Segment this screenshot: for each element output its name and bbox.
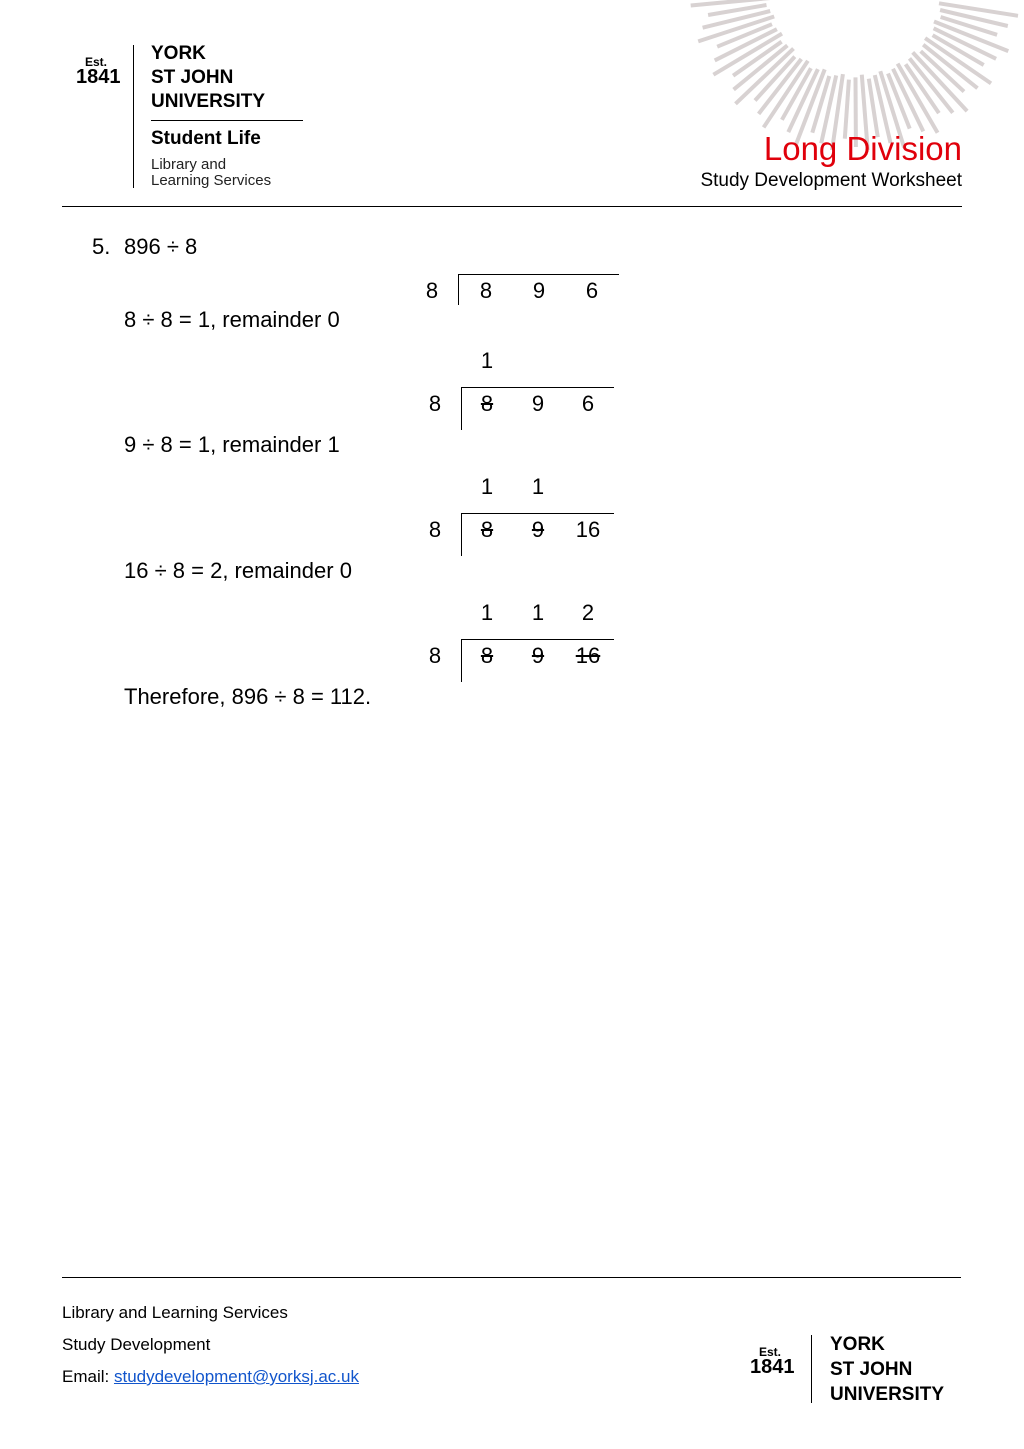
quotient-digit: 1 (531, 600, 545, 625)
dividend-digit: 16 (575, 517, 601, 542)
dividend-digit: 9 (531, 391, 545, 416)
page-title: Long Division (763, 130, 962, 167)
footer-line-2: Study Development (62, 1335, 211, 1354)
division-bar (458, 274, 619, 275)
dividend-digit-struck: 8 (480, 391, 494, 416)
dividend-digit-struck: 8 (480, 643, 494, 668)
footer-email-link[interactable]: studydevelopment@yorksj.ac.uk (113, 1367, 359, 1386)
footer-email-label: Email: (62, 1367, 114, 1386)
quotient-digit: 1 (480, 600, 494, 625)
logo-est: Est. (84, 55, 107, 69)
logo-name-line: YORK (151, 43, 206, 64)
step-text: 16 ÷ 8 = 2, remainder 0 (124, 558, 352, 583)
dividend-digit-struck: 8 (480, 517, 494, 542)
logo-year: 1841 (76, 66, 121, 88)
division-bracket (461, 387, 462, 430)
divisor: 8 (425, 278, 439, 303)
dividend-digit-struck: 16 (575, 643, 601, 668)
quotient-digit: 1 (531, 474, 545, 499)
header-divider (62, 206, 962, 207)
sunburst-decoration (650, 0, 1024, 150)
page-subtitle: Study Development Worksheet (700, 170, 962, 191)
quotient-digit: 1 (480, 348, 494, 373)
quotient-digit: 1 (480, 474, 494, 499)
logo-university-name (151, 42, 265, 114)
footer-line-1: Library and Learning Services (62, 1303, 288, 1322)
question-number: 5. (92, 234, 111, 259)
footer-logo-university-name (830, 1332, 944, 1407)
division-bar (461, 387, 614, 388)
footer-logo-est: Est. (758, 1345, 781, 1359)
conclusion: Therefore, 896 ÷ 8 = 112. (124, 684, 372, 709)
dividend-digit-struck: 9 (531, 643, 545, 668)
quotient-digit: 2 (581, 600, 595, 625)
dividend-digit: 6 (581, 391, 595, 416)
step-text: 8 ÷ 8 = 1, remainder 0 (124, 307, 340, 332)
step-text: 9 ÷ 8 = 1, remainder 1 (124, 432, 340, 457)
division-bracket (461, 513, 462, 556)
logo-service (151, 157, 271, 189)
logo-name-line: ST JOHN (151, 67, 234, 88)
division-bar (461, 639, 614, 640)
logo-divider (133, 45, 134, 188)
logo-department: Student Life (151, 128, 261, 149)
division-bracket (461, 639, 462, 682)
footer-logo-name-line: UNIVERSITY (830, 1384, 945, 1405)
footer-logo-year: 1841 (750, 1356, 795, 1378)
logo-name-line: UNIVERSITY (151, 91, 266, 112)
dividend-digit-struck: 9 (531, 517, 545, 542)
dividend-digit: 9 (532, 278, 546, 303)
question-expression: 896 ÷ 8 (124, 234, 198, 259)
footer-logo-name-line: ST JOHN (830, 1359, 913, 1380)
logo-service-line: Library and (151, 156, 227, 173)
dividend-digit: 8 (479, 278, 493, 303)
dividend-digit: 6 (585, 278, 599, 303)
footer-divider (62, 1277, 961, 1278)
divisor: 8 (428, 517, 442, 542)
division-bar (461, 513, 614, 514)
divisor: 8 (428, 643, 442, 668)
divisor: 8 (428, 391, 442, 416)
footer-logo-name-line: YORK (830, 1334, 885, 1355)
footer-logo-divider (811, 1335, 812, 1403)
footer-email-row (62, 1367, 359, 1387)
division-bracket (458, 274, 459, 305)
logo-rule (151, 120, 303, 121)
logo-service-line: Learning Services (151, 172, 272, 189)
